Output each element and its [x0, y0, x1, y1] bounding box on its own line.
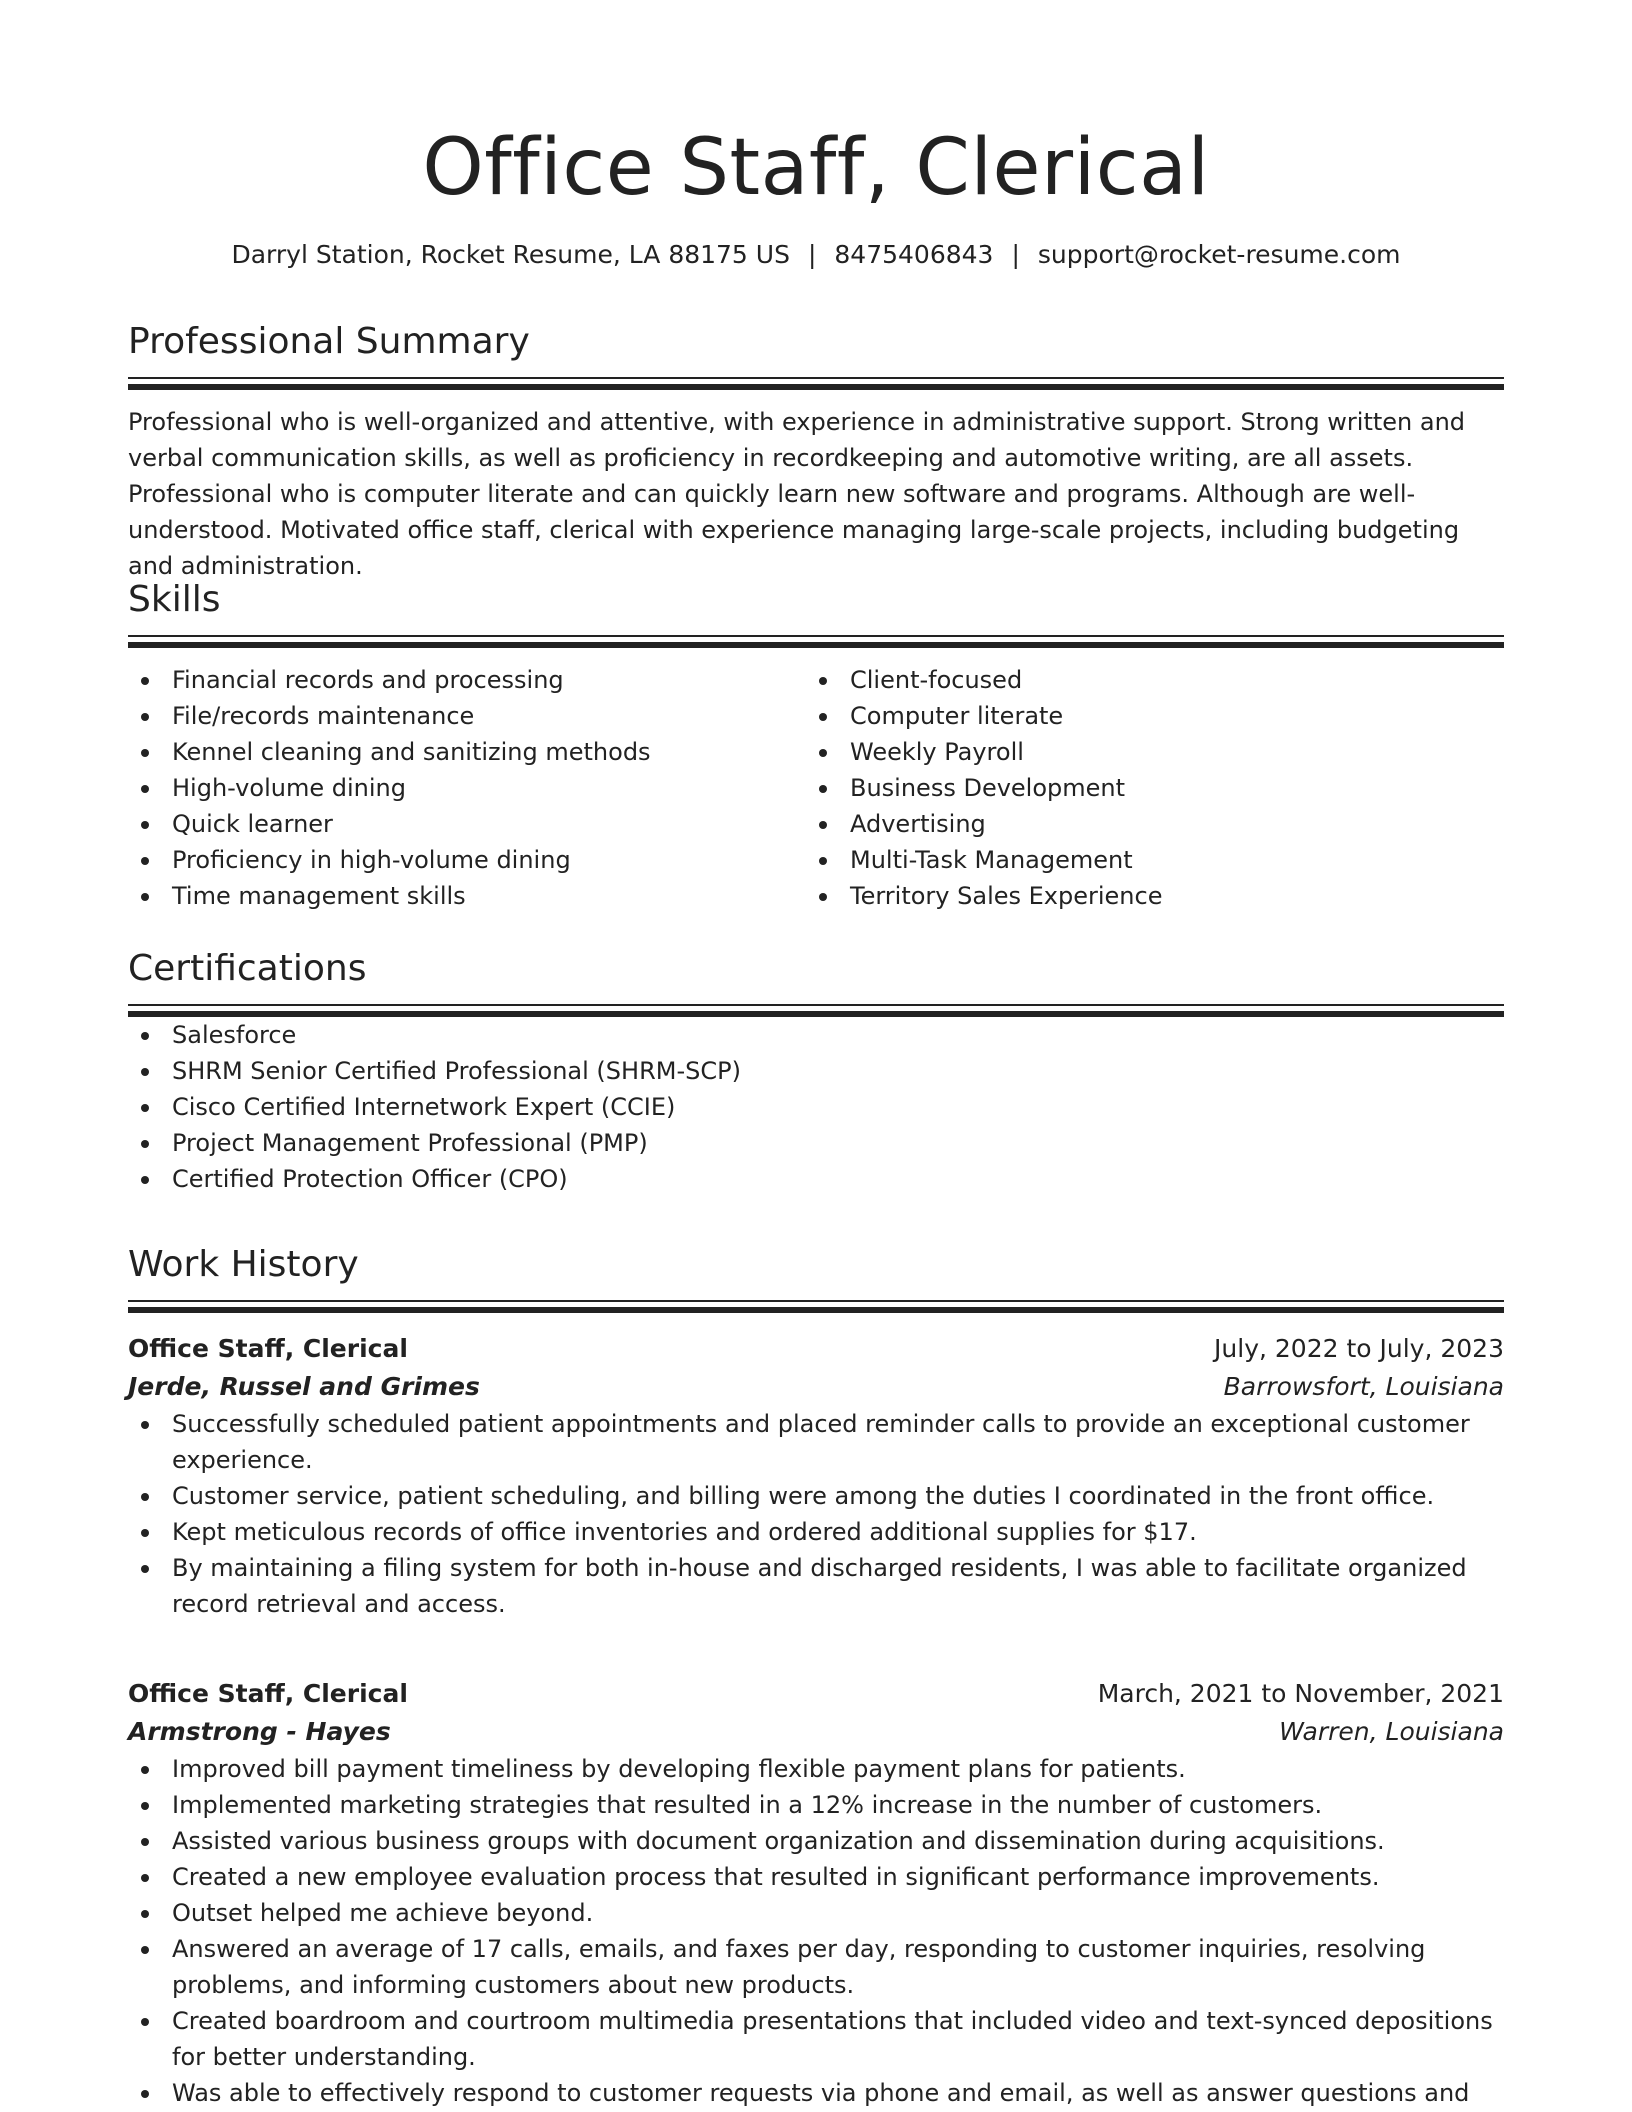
skill-item: Client-focused — [806, 662, 1484, 698]
job-bullet: Implemented marketing strategies that resulted in a 12% increase in the number of customers. — [128, 1787, 1504, 1823]
resume-name: Office Staff, Clerical — [422, 123, 1210, 213]
job-entry — [128, 1675, 1504, 2111]
summary-text: Professional who is well-organized and attentive, with experience in administrative support. Strong written and verbal communication skills, as well as proficiency in recordkeeping and automotive writing, are all assets. Professional who is computer literate and can quickly learn new software and programs. Although are well-understood. Motivated office staff, clerical with experience managing large-scale projects, including budgeting and administration. — [128, 408, 1466, 580]
job-entry — [128, 1330, 1504, 1622]
skill-item: Proficiency in high-volume dining — [128, 842, 806, 878]
job-bullet: Answered an average of 17 calls, emails, and faxes per day, responding to customer inquiries, resolving problems, and informing customers about new products. — [128, 1931, 1504, 2003]
skills-list-left — [128, 662, 806, 914]
skill-item: Business Development — [806, 770, 1484, 806]
certification-item: Cisco Certified Internetwork Expert (CCIE) — [128, 1089, 1504, 1125]
skill-item: File/records maintenance — [128, 698, 806, 734]
skills-left-column — [128, 662, 806, 914]
job-company: Armstrong - Hayes — [128, 1717, 391, 1746]
job-location: Barrowsfort, Louisiana — [1223, 1372, 1504, 1401]
certification-item: SHRM Senior Certified Professional (SHRM-SCP) — [128, 1053, 1504, 1089]
certification-item: Salesforce — [128, 1017, 1504, 1053]
section-divider — [128, 1004, 1504, 1006]
skills-list-right — [806, 662, 1484, 914]
section-divider-thick — [128, 1307, 1504, 1313]
contact-line — [128, 237, 1504, 273]
job-location: Warren, Louisiana — [1279, 1717, 1504, 1746]
job-title: Office Staff, Clerical — [128, 1679, 408, 1708]
certification-item: Project Management Professional (PMP) — [128, 1125, 1504, 1161]
job-dates: July, 2022 to July, 2023 — [1214, 1334, 1504, 1363]
job-bullet: Successfully scheduled patient appointments and placed reminder calls to provide an exceptional customer experience. — [128, 1406, 1504, 1478]
job-title: Office Staff, Clerical — [128, 1334, 408, 1363]
job-bullet: Created boardroom and courtroom multimedia presentations that included video and text-synced depositions for better understanding. — [128, 2003, 1504, 2075]
contact-separator: | — [807, 240, 817, 269]
job-subheader-row — [128, 1368, 1504, 1406]
job-bullet: By maintaining a filing system for both in-house and discharged residents, I was able to facilitate organized record retrieval and access. — [128, 1550, 1504, 1622]
skills-heading: Skills — [128, 579, 221, 620]
job-bullet-list — [128, 1751, 1504, 2111]
certification-item: Certified Protection Officer (CPO) — [128, 1161, 1504, 1197]
job-header-row — [128, 1675, 1504, 1713]
job-bullet: Kept meticulous records of office inventories and ordered additional supplies for $17. — [128, 1514, 1504, 1550]
contact-phone: 8475406843 — [834, 240, 994, 269]
contact-email: support@rocket-resume.com — [1037, 240, 1401, 269]
skills-right-column — [806, 662, 1484, 914]
section-divider — [128, 635, 1504, 637]
section-divider — [128, 1300, 1504, 1302]
work-history-section — [128, 1242, 1504, 1313]
summary-section — [128, 319, 1504, 584]
job-header-row — [128, 1330, 1504, 1368]
summary-heading: Professional Summary — [128, 321, 530, 362]
skill-item: High-volume dining — [128, 770, 806, 806]
section-divider-thick — [128, 384, 1504, 390]
skill-item: Weekly Payroll — [806, 734, 1484, 770]
skill-item: Multi-Task Management — [806, 842, 1484, 878]
job-bullet: Customer service, patient scheduling, and billing were among the duties I coordinated in the front office. — [128, 1478, 1504, 1514]
skill-item: Kennel cleaning and sanitizing methods — [128, 734, 806, 770]
job-bullet: Outset helped me achieve beyond. — [128, 1895, 1504, 1931]
skills-columns — [128, 662, 1504, 914]
skill-item: Quick learner — [128, 806, 806, 842]
contact-separator: | — [1011, 240, 1020, 269]
skill-item: Financial records and processing — [128, 662, 806, 698]
certifications-list — [128, 1017, 1504, 1197]
certifications-section — [128, 946, 1504, 1197]
job-bullet: Assisted various business groups with document organization and dissemination during acquisitions. — [128, 1823, 1504, 1859]
skills-section — [128, 577, 1504, 914]
certifications-heading: Certifications — [128, 948, 367, 989]
job-bullet: Was able to effectively respond to customer requests via phone and email, as well as answer questions and — [128, 2075, 1504, 2111]
job-company: Jerde, Russel and Grimes — [128, 1372, 480, 1401]
job-bullet: Improved bill payment timeliness by developing flexible payment plans for patients. — [128, 1751, 1504, 1787]
job-dates: March, 2021 to November, 2021 — [1097, 1679, 1504, 1708]
job-subheader-row — [128, 1713, 1504, 1751]
skill-item: Advertising — [806, 806, 1484, 842]
job-bullet-list — [128, 1406, 1504, 1622]
skill-item: Computer literate — [806, 698, 1484, 734]
skill-item: Time management skills — [128, 878, 806, 914]
work-history-heading: Work History — [128, 1244, 359, 1285]
contact-address: Darryl Station, Rocket Resume, LA 88175 US — [231, 240, 790, 269]
section-divider — [128, 377, 1504, 379]
section-divider-thick — [128, 642, 1504, 648]
skill-item: Territory Sales Experience — [806, 878, 1484, 914]
job-bullet: Created a new employee evaluation process that resulted in significant performance improvements. — [128, 1859, 1504, 1895]
